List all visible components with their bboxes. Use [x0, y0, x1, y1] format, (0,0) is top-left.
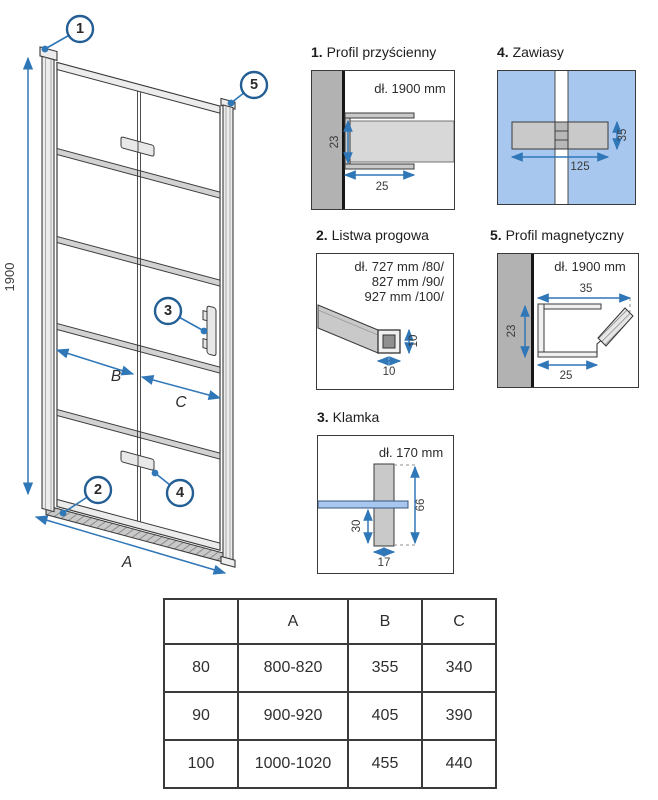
detail-2-height-dim: 10 [408, 334, 420, 348]
detail-4-drawing [497, 70, 636, 205]
height-dimension-label: 1900 [2, 262, 17, 292]
detail-5-height-dim: 23 [506, 324, 518, 338]
detail-3-header [317, 409, 454, 435]
detail-panel-5 [490, 227, 639, 388]
detail-3-number: 3. [317, 409, 329, 425]
magnet-flap [598, 308, 633, 346]
glass-strip [318, 501, 408, 508]
detail-1-width-dim: 25 [375, 181, 389, 193]
detail-3-offset-dim: 30 [351, 519, 363, 533]
cell-a: 900-920 [238, 692, 348, 740]
callout-5-number: 5 [249, 77, 259, 93]
detail-1-number: 1. [311, 44, 323, 60]
glass-panel-section [350, 121, 454, 162]
table-header-c: C [422, 599, 496, 644]
cell-b: 355 [348, 644, 422, 692]
size-table [163, 598, 497, 789]
magnetic-profile-section [538, 304, 633, 357]
detail-4-height-dim: 35 [617, 128, 629, 142]
detail-4-width-dim: 125 [570, 161, 590, 173]
detail-2-length-90: 827 mm /90/ [371, 274, 444, 289]
detail-1-height-dim: 23 [329, 135, 341, 149]
callout-2-number: 2 [93, 482, 103, 498]
detail-5-number: 5. [490, 227, 502, 243]
detail-2-header [316, 227, 454, 253]
detail-panel-3 [317, 409, 454, 574]
detail-3-width-dim: 17 [377, 557, 391, 569]
callout-5 [228, 72, 267, 106]
panel-b-label: B [110, 368, 122, 385]
callout-4-number: 4 [175, 485, 185, 501]
detail-4-header [497, 44, 636, 70]
detail-2-length-100: 927 mm /100/ [364, 289, 444, 304]
detail-5-length-label: dł. 1900 mm [554, 259, 626, 274]
detail-4-title: Zawiasy [512, 44, 564, 60]
panel-c-label: C [175, 394, 187, 411]
detail-3-height-dim: 66 [415, 498, 427, 512]
cell-c: 340 [422, 644, 496, 692]
table-header-size [164, 599, 238, 644]
detail-panel-2 [316, 227, 454, 390]
detail-2-title: Listwa progowa [331, 227, 429, 243]
table-row [164, 644, 496, 692]
detail-3-drawing [317, 435, 454, 574]
detail-3-title: Klamka [332, 409, 380, 425]
detail-3-length-label: dł. 170 mm [378, 445, 444, 460]
callout-1-number: 1 [75, 21, 85, 37]
threshold-tube [318, 305, 400, 353]
detail-5-width-dim: 25 [559, 370, 573, 382]
detail-5-header [490, 227, 639, 253]
detail-2-drawing [316, 253, 454, 390]
cell-a: 800-820 [238, 644, 348, 692]
assembly-drawing [0, 0, 270, 600]
door-assembly [40, 47, 235, 567]
cell-size: 90 [164, 692, 238, 740]
table-row [164, 740, 496, 788]
detail-5-title: Profil magnetyczny [505, 227, 624, 243]
detail-2-number: 2. [316, 227, 328, 243]
detail-4-number: 4. [497, 44, 509, 60]
detail-1-drawing [311, 70, 455, 210]
cell-b: 455 [348, 740, 422, 788]
wall-profile [40, 47, 57, 513]
cell-size: 100 [164, 740, 238, 788]
table-row [164, 692, 496, 740]
width-a-label: A [121, 554, 133, 571]
detail-1-length-label: dł. 1900 mm [374, 81, 446, 96]
wall-section [498, 254, 531, 387]
table-header-b: B [348, 599, 422, 644]
cell-size: 80 [164, 644, 238, 692]
detail-panel-4 [497, 44, 636, 205]
callout-3-number: 3 [163, 303, 173, 319]
magnetic-profile [221, 98, 235, 567]
detail-1-header [311, 44, 455, 70]
detail-2-width-dim: 10 [382, 366, 396, 378]
detail-2-length-80: dł. 727 mm /80/ [354, 259, 444, 274]
hinge-section [512, 122, 608, 149]
cell-c: 390 [422, 692, 496, 740]
detail-panel-1 [311, 44, 455, 210]
door-panels [57, 62, 220, 550]
detail-5-top-dim: 35 [579, 283, 593, 295]
cell-c: 440 [422, 740, 496, 788]
table-header-a: A [238, 599, 348, 644]
cell-a: 1000-1020 [238, 740, 348, 788]
detail-5-drawing [497, 253, 639, 388]
table-header-row [164, 599, 496, 644]
cell-b: 405 [348, 692, 422, 740]
detail-1-title: Profil przyścienny [326, 44, 437, 60]
callout-1 [42, 16, 93, 52]
